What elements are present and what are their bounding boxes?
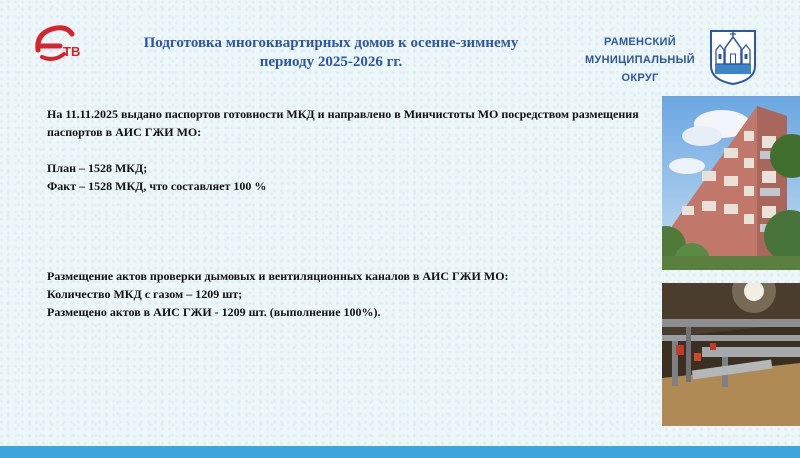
bottom-accent-bar [0,446,800,458]
plan-text: План – 1528 МКД; [47,161,148,175]
coat-of-arms-icon [708,28,758,86]
chimney-check-block [47,267,647,321]
org-name-line-2: МУНИЦИПАЛЬНЫЙ [585,54,695,66]
org-name-line-1: РАМЕНСКИЙ [604,36,676,48]
passport-readiness-block [47,105,662,195]
title-line-1: Подготовка многоквартирных домов к осенне-зимнему [143,35,519,51]
org-name-line-3: ОКРУГ [621,72,659,84]
basement-pipes-photo [662,283,800,426]
fact-text: Факт – 1528 МКД, что составляет 100 % [47,179,267,193]
apartment-building-photo [662,96,800,270]
title-line-2: периоду 2025-2026 гг. [259,54,403,70]
acts-posted-text: Размещено актов в АИС ГЖИ - 1209 шт. (выполнение 100%). [47,305,381,319]
org-name [576,33,704,87]
tv-channel-logo [34,24,84,64]
page-title [96,34,566,72]
chimney-heading-text: Размещение актов проверки дымовых и вентиляционных каналов в АИС ГЖИ МО: [47,269,509,283]
tv-logo-text: ТВ [63,44,81,59]
gas-count-text: Количество МКД с газом – 1209 шт; [47,287,243,301]
passport-intro-text: На 11.11.2025 выдано паспортов готовности МКД и направлено в Минчистоты МО посредством размещения паспортов в АИС ГЖИ МО: [47,107,639,139]
